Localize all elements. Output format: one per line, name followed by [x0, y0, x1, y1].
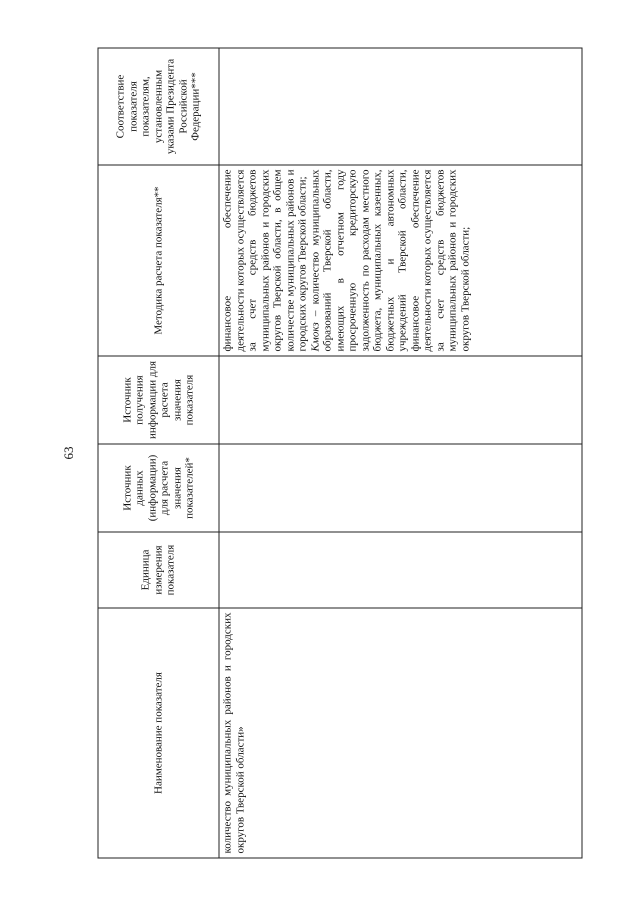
- indicator-table: [98, 47, 583, 858]
- header-data-source: Источник данных (информации) для расчета значения показателей*: [98, 444, 219, 532]
- method-variable-description: – количество муниципальных образований Тверской области, имеющих в отчетном году просроченную кредиторскую задолженность по расходам местного бюджета, муниципальных казенных, бюджетных и автономных учреждений Тверской области, финансовое обеспечение деятельности которых осуществляется за счет средств бюджетов муниципальных районов и городских округов Тверской области;: [309, 169, 471, 351]
- cell-info-source: [219, 356, 582, 444]
- header-method: Методика расчета показателя**: [98, 165, 219, 356]
- header-info-source: Источник получения информации для расчета значения показателя: [98, 356, 219, 444]
- header-compliance: Соответствие показателя показателям, установленным указами Президента Российской Федерации***: [98, 48, 219, 165]
- cell-unit: [219, 532, 582, 608]
- cell-data-source: [219, 444, 582, 532]
- indicator-table-wrapper: [98, 48, 583, 858]
- header-unit: Единица измерения показателя: [98, 532, 219, 608]
- cell-indicator-name: количество муниципальных районов и городских округов Тверской области»: [219, 608, 582, 858]
- method-variable: Кмокз: [309, 321, 321, 351]
- method-paragraph-1: финансовое обеспечение деятельности которых осуществляется за счет средств бюджетов муниципальных районов и городских округов Тверской области, в общем количестве муниципальных районов и городских округов Тверской области;: [221, 169, 309, 351]
- cell-compliance: [219, 48, 582, 165]
- table-row: [219, 48, 582, 858]
- page-number: 63: [61, 446, 76, 460]
- cell-method: [219, 165, 582, 356]
- header-indicator-name: Наименование показателя: [98, 608, 219, 858]
- method-paragraph-2: [309, 169, 472, 351]
- table-header-row: [98, 48, 219, 858]
